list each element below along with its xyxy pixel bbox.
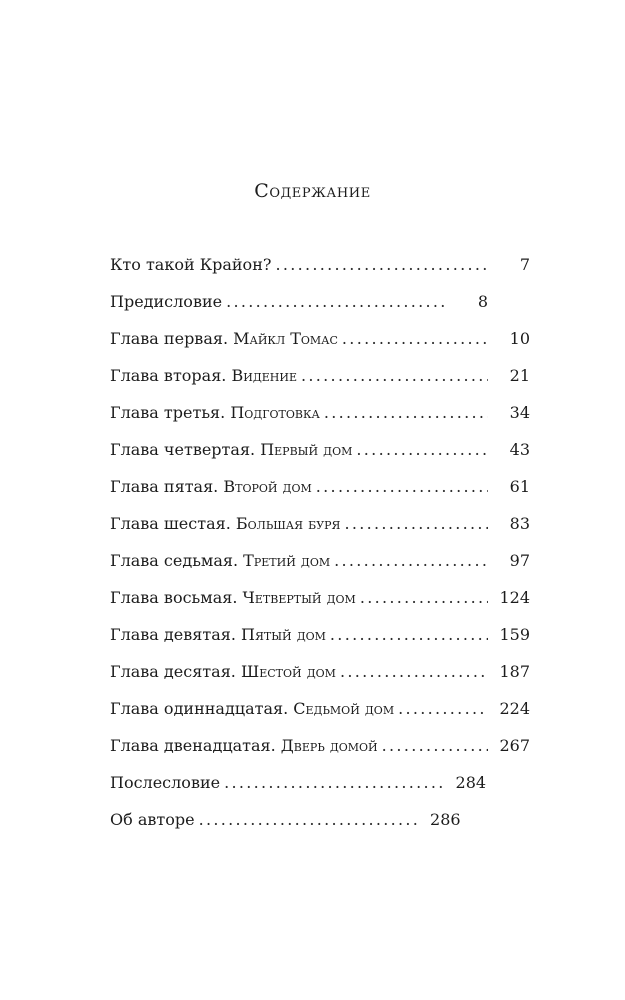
- toc-entry-title: Глава восьмая. Четвертый дом: [110, 588, 356, 607]
- toc-entry[interactable]: [110, 292, 530, 329]
- toc-entry[interactable]: [110, 588, 530, 625]
- toc-entry-title: Глава третья. Подготовка: [110, 403, 320, 422]
- toc-leader-dots: [224, 773, 444, 792]
- toc-entry-page: 34: [509, 403, 530, 422]
- toc-entry-title: Глава десятая. Шестой дом: [110, 662, 336, 681]
- toc-entry[interactable]: [110, 366, 530, 403]
- toc-entry-title: Глава двенадцатая. Дверь домой: [110, 736, 378, 755]
- toc-entry[interactable]: [110, 773, 530, 810]
- toc-entry-title: Глава четвертая. Первый дом: [110, 440, 353, 459]
- toc-leader-dots: [382, 736, 488, 755]
- toc-entry[interactable]: [110, 477, 530, 514]
- table-of-contents: [110, 255, 530, 847]
- toc-leader-dots: [301, 366, 488, 385]
- toc-entry-page: 267: [499, 736, 530, 755]
- toc-entry-title: Предисловие: [110, 292, 223, 311]
- toc-entry[interactable]: [110, 329, 530, 366]
- toc-leader-dots: [344, 514, 488, 533]
- toc-leader-dots: [324, 403, 488, 422]
- toc-entry-page: 224: [499, 699, 530, 718]
- toc-entry-title: Об авторе: [110, 810, 195, 829]
- toc-leader-dots: [360, 588, 488, 607]
- toc-entry-page: 187: [499, 662, 530, 681]
- toc-leader-dots: [316, 477, 488, 496]
- toc-entry-page: 284: [455, 773, 487, 792]
- toc-leader-dots: [334, 551, 488, 570]
- toc-entry-page: 124: [499, 588, 530, 607]
- toc-entry-page: 7: [519, 255, 530, 274]
- toc-entry[interactable]: [110, 736, 530, 773]
- toc-entry-title: Глава девятая. Пятый дом: [110, 625, 326, 644]
- toc-entry[interactable]: [110, 551, 530, 588]
- toc-leader-dots: [199, 810, 419, 829]
- toc-leader-dots: [398, 699, 488, 718]
- toc-entry-title: Глава пятая. Второй дом: [110, 477, 312, 496]
- toc-leader-dots: [356, 440, 488, 459]
- toc-leader-dots: [330, 625, 488, 644]
- toc-entry-page: 43: [509, 440, 530, 459]
- toc-entry[interactable]: [110, 440, 530, 477]
- toc-leader-dots: [342, 329, 488, 348]
- toc-entry-title: Послесловие: [110, 773, 221, 792]
- toc-entry[interactable]: [110, 625, 530, 662]
- toc-entry[interactable]: [110, 699, 530, 736]
- toc-entry-page: 83: [509, 514, 530, 533]
- toc-entry-page: 21: [509, 366, 530, 385]
- toc-entry-page: 159: [499, 625, 530, 644]
- toc-entry-title: Кто такой Крайон?: [110, 255, 272, 274]
- toc-entry-page: 10: [509, 329, 530, 348]
- toc-entry[interactable]: [110, 403, 530, 440]
- toc-entry[interactable]: [110, 810, 530, 847]
- toc-entry[interactable]: [110, 662, 530, 699]
- page-title: Содержание: [254, 180, 371, 202]
- toc-entry-title: Глава вторая. Видение: [110, 366, 298, 385]
- toc-leader-dots: [340, 662, 488, 681]
- toc-entry-page: 286: [430, 810, 461, 829]
- toc-entry-title: Глава одиннадцатая. Седьмой дом: [110, 699, 395, 718]
- toc-leader-dots: [226, 292, 446, 311]
- toc-entry-page: 97: [509, 551, 530, 570]
- toc-entry[interactable]: [110, 255, 530, 292]
- toc-entry[interactable]: [110, 514, 530, 551]
- toc-entry-title: Глава шестая. Большая буря: [110, 514, 341, 533]
- toc-leader-dots: [275, 255, 488, 274]
- toc-entry-title: Глава седьмая. Третий дом: [110, 551, 331, 570]
- toc-entry-page: 61: [509, 477, 530, 496]
- toc-entry-title: Глава первая. Майкл Томас: [110, 329, 338, 348]
- toc-entry-page: 8: [477, 292, 489, 311]
